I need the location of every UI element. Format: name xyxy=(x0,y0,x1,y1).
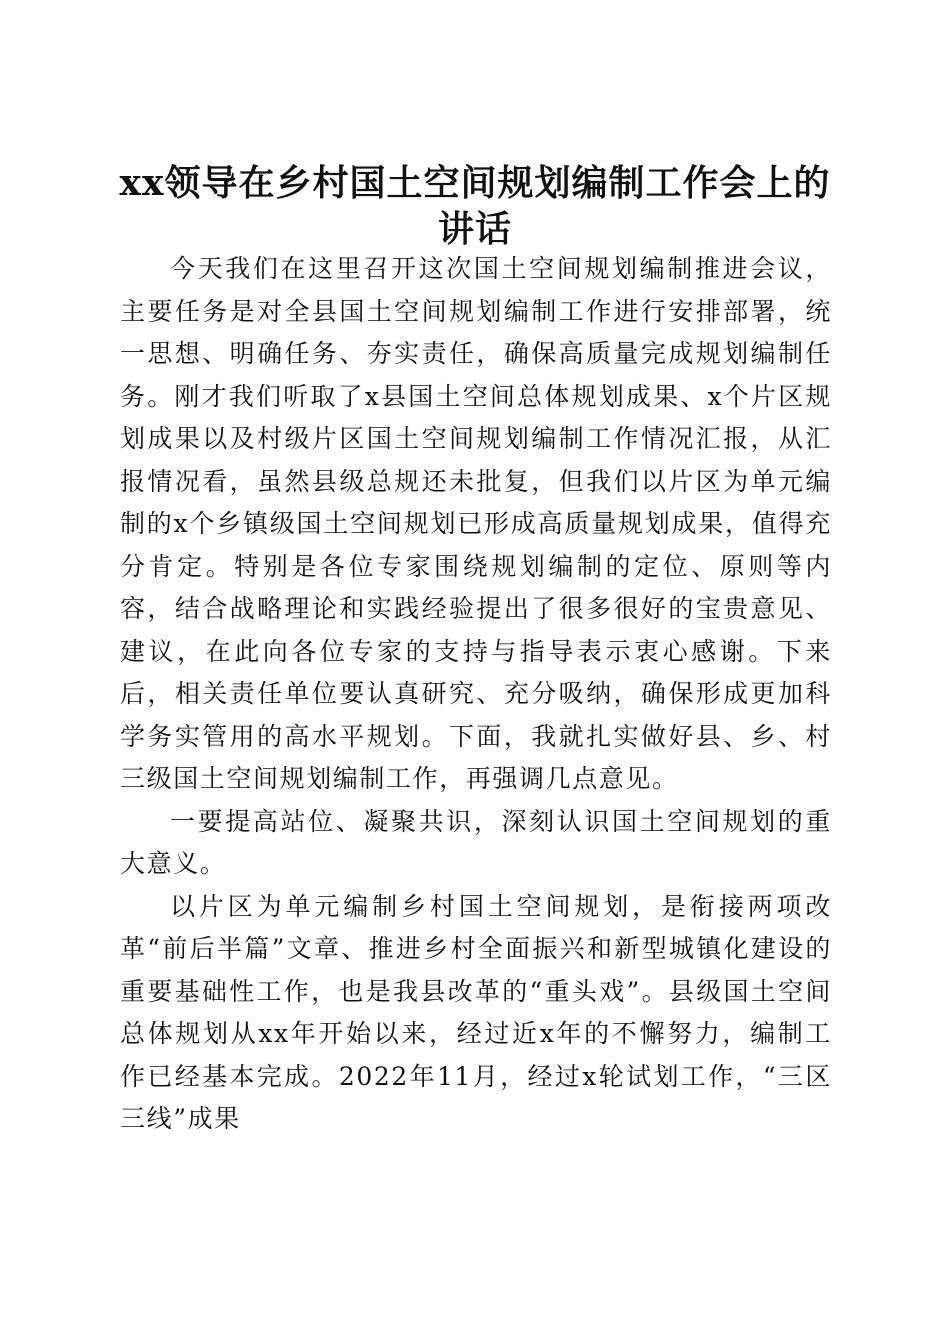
document-title: xx领导在乡村国土空间规划编制工作会上的讲话 xyxy=(119,162,831,251)
paragraph-point-one-heading: 一要提高站位、凝聚共识，深刻认识国土空间规划的重大意义。 xyxy=(120,806,832,878)
paragraph-intro: 今天我们在这里召开这次国土空间规划编制推进会议，主要任务是对全县国土空间规划编制工作进行安排部署，统一思想、明确任务、夯实责任，确保高质量完成规划编制任务。刚才我们听取了x县国土空间总体规划成果、x个片区规划成果以及村级片区国土空间规划编制工作情况汇报，从汇报情况看，虽然县级总规还未批复，但我们以片区为单元编制的x个乡镇级国土空间规划已形成高质量规划成果，值得充分肯定。特别是各位专家围绕规划编制的定位、原则等内容，结合战略理论和实践经验提出了很多很好的宝贵意见、建议，在此向各位专家的支持与指导表示衷心感谢。下来后，相关责任单位要认真研究、充分吸纳，确保形成更加科学务实管用的高水平规划。下面，我就扎实做好县、乡、村三级国土空间规划编制工作，再强调几点意见。 xyxy=(120,254,832,793)
document-body xyxy=(120,248,832,1141)
paragraph-point-one-body: 以片区为单元编制乡村国土空间规划，是衔接两项改革“前后半篇”文章、推进乡村全面振兴和新型城镇化建设的重要基础性工作，也是我县改革的“重头戏”。县级国土空间总体规划从xx年开始以来，经过近x年的不懈努力，编制工作已经基本完成。2022年11月，经过x轮试划工作，“三区三线”成果 xyxy=(120,891,832,1133)
